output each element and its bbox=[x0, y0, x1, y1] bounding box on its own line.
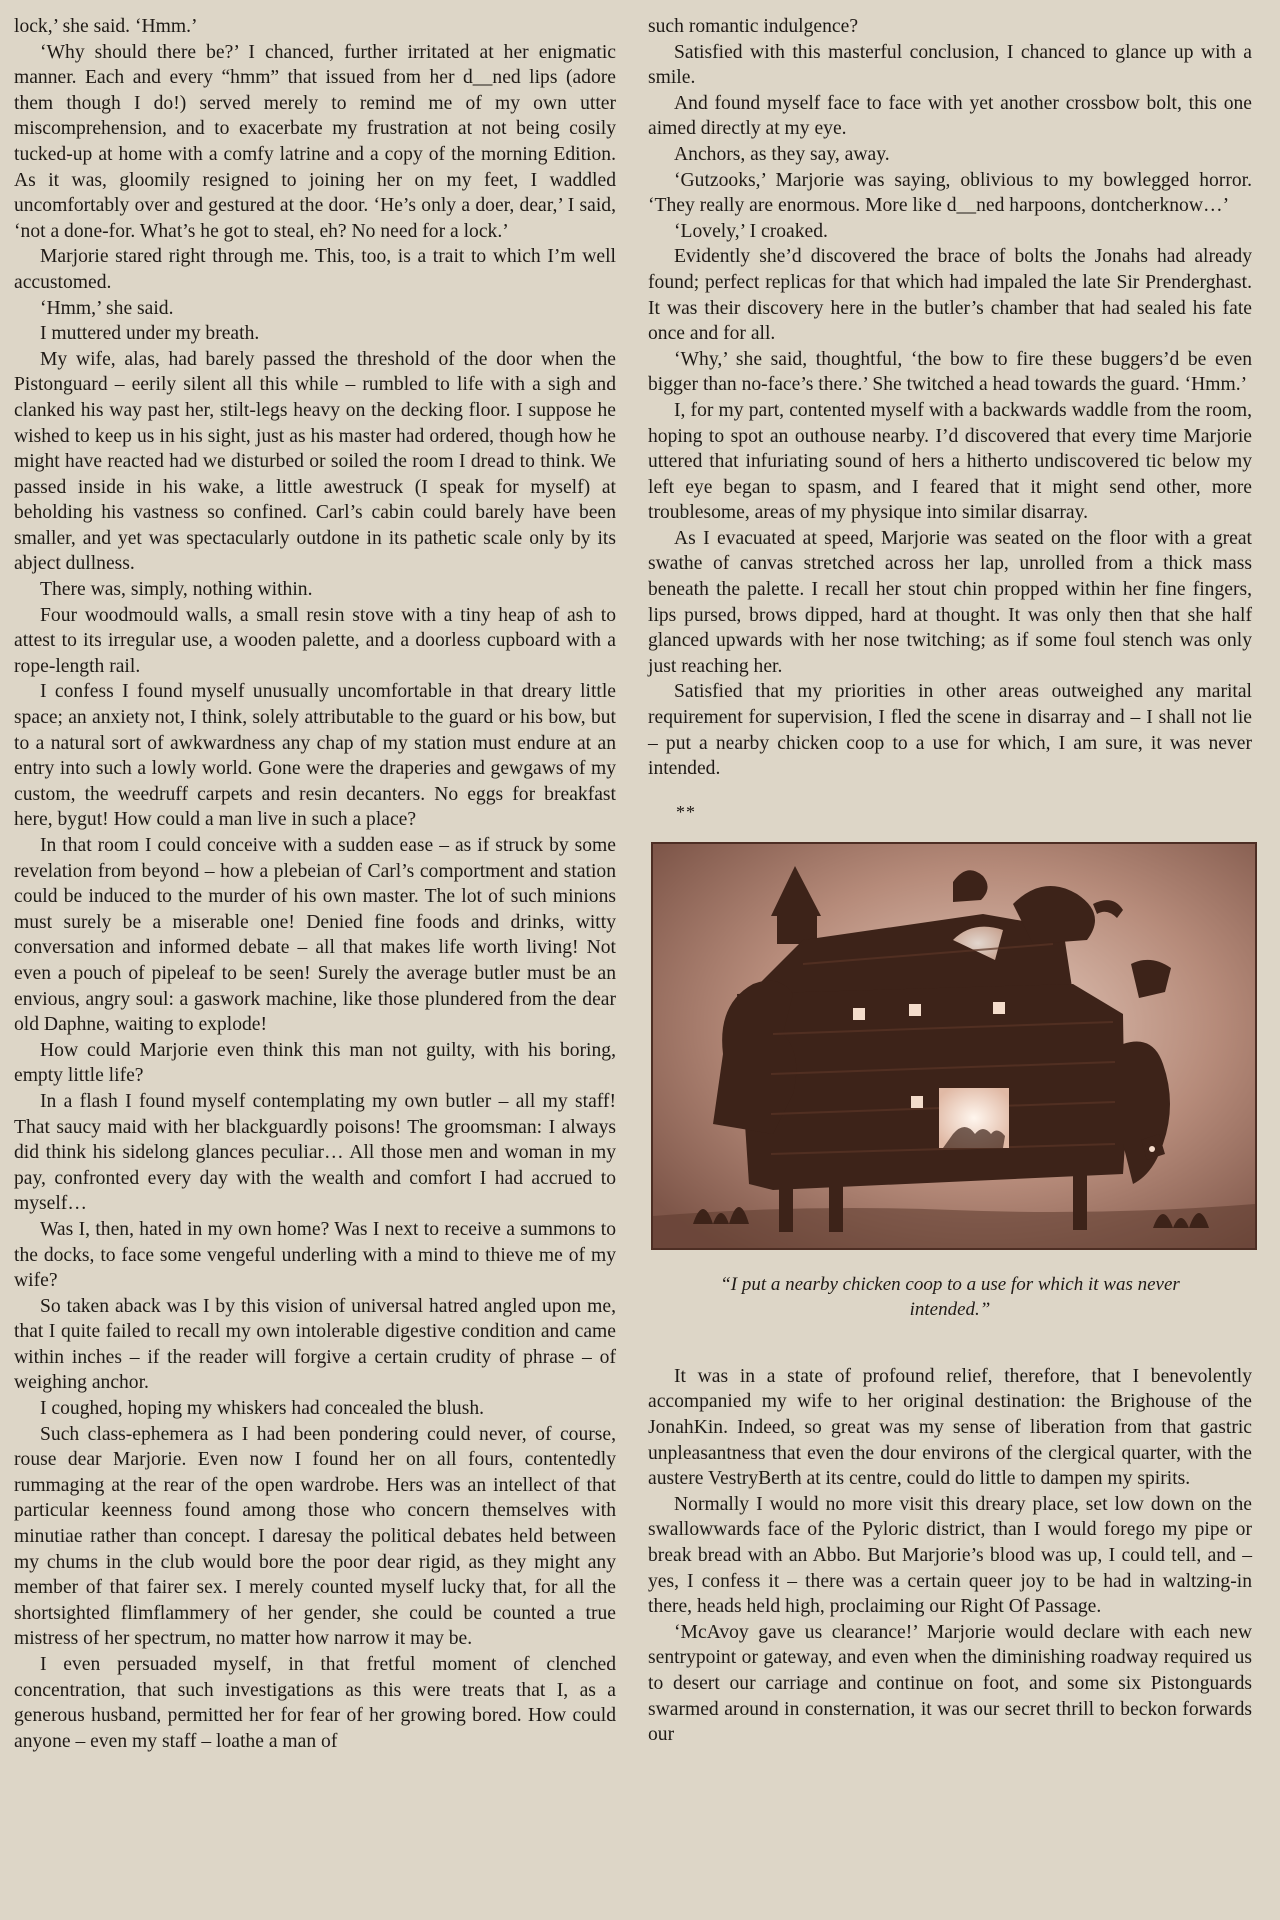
paragraph: ‘Hmm,’ she said. bbox=[40, 297, 174, 319]
paragraph: Satisfied with this masterful conclusion, I chanced to glance up with a smile. bbox=[648, 41, 1252, 89]
paragraph: such romantic indulgence? bbox=[648, 16, 859, 37]
paragraph: How could Marjorie even think this man not guilty, with his boring, empty little life? bbox=[14, 1039, 616, 1087]
paragraph: It was in a state of profound relief, therefore, that I benevolently accompanied my wife to her original destination: the Brighouse of the JonahKin. Indeed, so great was my sense of liberation from that gastric unpleasantness that even the dour environs of the clergical quarter, with the austere VestryBerth at its centre, could do little to dampen my spirits. bbox=[648, 1365, 1252, 1490]
paragraph: I coughed, hoping my whiskers had concealed the blush. bbox=[40, 1398, 485, 1420]
paragraph: ‘Why,’ she said, thoughtful, ‘the bow to fire these buggers’d be even bigger than no-face’s there.’ She twitched a head towards the guard. ‘Hmm.’ bbox=[648, 348, 1252, 396]
paragraph: Anchors, as they say, away. bbox=[674, 143, 890, 165]
chicken-coop-silhouette bbox=[653, 844, 1255, 1248]
paragraph: Four woodmould walls, a small resin stove with a tiny heap of ash to attest to its irregular use, a wooden palette, and a doorless cupboard with a rope-length rail. bbox=[14, 604, 616, 677]
right-column bbox=[648, 14, 1252, 1748]
paragraph: Satisfied that my priorities in other areas outweighed any marital requirement for supervision, I fled the scene in disarray and – I shall not lie – put a nearby chicken coop to a use for which, I am sure, it was never intended. bbox=[648, 681, 1252, 780]
paragraph: Marjorie stared right through me. This, too, is a trait to which I’m well accustomed. bbox=[14, 246, 616, 293]
paragraph: Was I, then, hated in my own home? Was I next to receive a summons to the docks, to face some vengeful underling with a mind to thieve me of my wife? bbox=[14, 1218, 616, 1292]
paragraph: I muttered under my breath. bbox=[40, 323, 260, 345]
paragraph: And found myself face to face with yet another crossbow bolt, this one aimed directly at my eye. bbox=[648, 92, 1252, 140]
paragraph: lock,’ she said. ‘Hmm.’ bbox=[14, 16, 198, 37]
paragraph: So taken aback was I by this vision of universal hatred angled upon me, that I quite failed to recall my own intolerable digestive condition and came within inches – if the reader will forgive a certain crudity of phrase – of weighing anchor. bbox=[14, 1295, 616, 1394]
paragraph: I even persuaded myself, in that fretful moment of clenched concentration, that such investigations as this were treats that I, as a generous husband, permitted her for fear of her growing bored. How could anyone – even my staff – loathe a man of bbox=[14, 1654, 616, 1752]
illustration-caption: “I put a nearby chicken coop to a use for which it was never intended.” bbox=[720, 1273, 1180, 1320]
paragraph: Normally I would no more visit this dreary place, set low down on the swallowwards face of the Pyloric district, than I would forego my pipe or break bread with an Abbo. But Marjorie’s blood was up, I could tell, and – yes, I confess it – there was a certain queer joy to be had in waltzing-in there, heads held high, proclaiming our Right Of Passage. bbox=[648, 1493, 1252, 1618]
paragraph: As I evacuated at speed, Marjorie was seated on the floor with a great swathe of canvas stretched across her lap, unrolled from a thick mass beneath the palette. I recall her stout chin propped within her fine fingers, lips pursed, brows dipped, hard at thought. It was only then that she half glanced upwards with her nose twitching; as if some foul stench was only just reaching her. bbox=[648, 527, 1252, 677]
paragraph: ‘Lovely,’ I croaked. bbox=[674, 220, 828, 242]
paragraph: In that room I could conceive with a sudden ease – as if struck by some revelation from beyond – how a plebeian of Carl’s comportment and station could be induced to the murder of his own master. The lot of such minions must surely be a miserable one! Denied fine foods and drinks, witty conversation and informed debate – all that makes life worth living! Not even a pouch of pipeleaf to be seen! Surely the average butler must be an envious, angry soul: a gaswork machine, like those plundered from the dear old Daphne, waiting to explode! bbox=[14, 835, 616, 1036]
paragraph: I confess I found myself unusually uncomfortable in that dreary little space; an anxiety not, I think, solely attributable to the guard or his bow, but to a natural sort of awkwardness any chap of my station must endure at an entry into such a lowly world. Gone were the draperies and gewgaws of my custom, the weedruff carpets and resin decanters. No eggs for breakfast here, bygut! How could a man live in such a place? bbox=[14, 681, 616, 831]
left-column bbox=[14, 14, 616, 1754]
paragraph: I, for my part, contented myself with a backwards waddle from the room, hoping to spot an outhouse nearby. I’d discovered that every time Marjorie uttered that infuriating sound of hers a hitherto undiscovered tic below my left eye began to spasm, and I feared that it might send other, more troublesome, areas of my physique into similar disarray. bbox=[648, 399, 1252, 524]
chicken-coop-illustration bbox=[651, 842, 1257, 1250]
paragraph: Such class-ephemera as I had been pondering could never, of course, rouse dear Marjorie. Even now I found her on all fours, contentedly rummaging at the rear of the open wardrobe. Hers was an intellect of that particular keenness found among those who concern themselves with minutiae rather than concept. I daresay the political debates held between my chums in the club would bore the poor dear rigid, as they might any member of that fairer sex. I merely counted myself lucky that, for all the shortsighted flimflammery of her gender, she could be counted a true mistress of her spectrum, no matter how narrow it may be. bbox=[14, 1423, 616, 1650]
paragraph: My wife, alas, had barely passed the threshold of the door when the Pistonguard – eerily silent all this while – rumbled to life with a sigh and clanked his way past her, stilt-legs heavy on the decking floor. I suppose he wished to keep us in his sight, just as his master had ordered, though how he might have reacted had we disturbed or soiled the room I dread to think. We passed inside in his wake, a little awestruck (I speak for myself) at beholding his vastness so confined. Carl’s cabin could barely have been smaller, and yet was spectacularly outdone in its pathetic scale only by its abject dullness. bbox=[14, 348, 616, 575]
paragraph: There was, simply, nothing within. bbox=[40, 579, 313, 601]
paragraph: Evidently she’d discovered the brace of bolts the Jonahs had already found; perfect replicas for that which had impaled the late Sir Prenderghast. It was their discovery here in the butler’s chamber that had sealed his fate once and for all. bbox=[648, 246, 1252, 345]
paragraph: ‘Gutzooks,’ Marjorie was saying, oblivious to my bowlegged horror. ‘They really are enormous. More like d__ned harpoons, dontcherknow…’ bbox=[648, 169, 1252, 217]
paragraph: In a flash I found myself contemplating my own butler – all my staff! That saucy maid with her blackguardly poisons! The groomsman: I always did think his sidelong glances peculiar… All those men and woman in my pay, confronted every day with the wealth and comfort I had accrued to myself… bbox=[14, 1090, 616, 1215]
paragraph: ‘Why should there be?’ I chanced, further irritated at her enigmatic manner. Each and every “hmm” that issued from her d__ned lips (adore them though I do!) served merely to remind me of my own utter miscomprehension, and to exacerbate my frustration at not being cosily tucked-up at home with a comfy latrine and a copy of the morning Edition. As it was, gloomily resigned to joining her on my feet, I waddled uncomfortably over and gestured at the door. ‘He’s only a doer, dear,’ I said, ‘not a done-for. What’s he got to steal, eh? No need for a lock.’ bbox=[14, 41, 616, 242]
section-separator: ** bbox=[676, 801, 696, 822]
paragraph: ‘McAvoy gave us clearance!’ Marjorie would declare with each new sentrypoint or gateway, and even when the diminishing roadway required us to desert our carriage and continue on foot, and some six Pistonguards swarmed around in consternation, it was our secret thrill to beckon forwards our bbox=[648, 1621, 1252, 1746]
